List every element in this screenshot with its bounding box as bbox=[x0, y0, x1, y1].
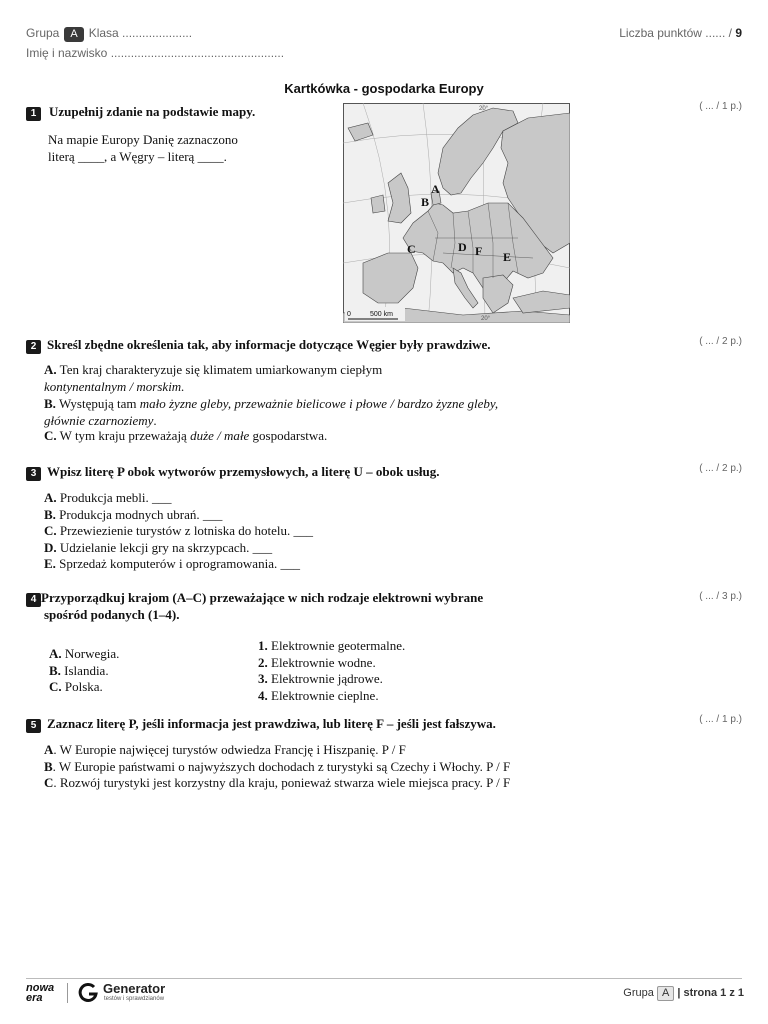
map-degree-top: 20° bbox=[479, 106, 489, 112]
map-letter-a: A bbox=[431, 182, 440, 196]
list-item bbox=[44, 775, 644, 792]
question-3 bbox=[26, 463, 666, 481]
map-letter-d: D bbox=[458, 240, 467, 254]
list-item bbox=[44, 523, 584, 540]
question-2 bbox=[26, 336, 666, 354]
map-letter-f: F bbox=[475, 244, 483, 258]
item-text: Udzielanie lekcji gry na skrzypcach. ___ bbox=[59, 539, 273, 555]
points-total-max: 9 bbox=[735, 26, 742, 40]
q2-item-c bbox=[44, 428, 584, 445]
question-number: 2 bbox=[26, 340, 41, 354]
question-title: Przyporządkuj krajom (A–C) przeważające w nich rodzaje elektrowni wybrane bbox=[41, 590, 484, 605]
question-title: Uzupełnij zdanie na podstawie mapy. bbox=[49, 104, 256, 119]
question-5-points: ( ... / 1 p.) bbox=[699, 714, 742, 725]
item-text: Elektrownie cieplne. bbox=[271, 687, 379, 703]
page-title: Kartkówka - gospodarka Europy bbox=[284, 81, 484, 96]
map-scale-label: 500 km bbox=[370, 311, 393, 318]
item-number: 4. bbox=[258, 687, 268, 703]
question-3-points: ( ... / 2 p.) bbox=[699, 463, 742, 474]
item-number: 3. bbox=[258, 671, 268, 686]
q3-item-list bbox=[44, 490, 584, 573]
logo-era: era bbox=[26, 992, 43, 1004]
item-number: 1. bbox=[258, 638, 268, 653]
question-number: 5 bbox=[26, 719, 41, 733]
q4-countries bbox=[49, 646, 249, 696]
q2-item-a bbox=[44, 362, 584, 395]
q1-text-line-1: Na mapie Europy Danię zaznaczono bbox=[48, 132, 238, 147]
item-letter: C. bbox=[44, 523, 57, 538]
item-text-end: . bbox=[153, 412, 157, 428]
question-1-points: ( ... / 1 p.) bbox=[699, 101, 742, 112]
item-text: Elektrownie wodne. bbox=[271, 654, 376, 670]
item-text: Islandia. bbox=[64, 662, 109, 678]
footer-divider bbox=[26, 978, 742, 979]
footer-page-info bbox=[623, 986, 744, 1001]
item-text: Ten kraj charakteryzuje się klimatem umiarkowanym ciepłym bbox=[59, 362, 383, 377]
nowa-era-logo bbox=[26, 983, 60, 1003]
question-title: Wpisz literę P obok wytworów przemysłowych, a literę U – obok usług. bbox=[47, 464, 440, 479]
q2-item-b bbox=[44, 396, 584, 429]
list-item bbox=[44, 556, 584, 573]
logo-separator bbox=[67, 983, 68, 1003]
item-letter: B bbox=[44, 758, 53, 774]
points-total-label: Liczba punktów ...... / bbox=[619, 26, 732, 40]
list-item bbox=[49, 646, 249, 663]
question-title: Zaznacz literę P, jeśli informacja jest prawdziwa, lub literę F – jeśli jest fałszywa. bbox=[47, 716, 496, 731]
list-item bbox=[44, 759, 644, 776]
item-letter: B. bbox=[49, 662, 61, 678]
item-letter: D. bbox=[44, 539, 57, 555]
item-text: . W Europie państwami o najwyższych dochodach z turystyki są Czechy i Włochy. P / F bbox=[52, 758, 511, 774]
q5-item-list bbox=[44, 742, 644, 792]
footer-group-badge: A bbox=[657, 986, 674, 1001]
generator-logo-icon bbox=[78, 981, 100, 1003]
name-field-label: Imię i nazwisko .................................................... bbox=[26, 46, 285, 60]
item-text: W tym kraju przeważają bbox=[59, 428, 187, 443]
class-label: Klasa ..................... bbox=[88, 26, 193, 40]
list-item bbox=[44, 742, 644, 759]
q1-text-line-2: literą ____, a Węgry – literą ____. bbox=[48, 149, 227, 164]
map-degree-bottom: 20° bbox=[481, 316, 491, 322]
item-letter: B. bbox=[44, 396, 56, 411]
item-letter: C bbox=[44, 775, 54, 790]
q4-options bbox=[258, 638, 558, 704]
item-text-end: gospodarstwa. bbox=[252, 428, 328, 443]
item-letter: A bbox=[44, 742, 54, 757]
question-1 bbox=[26, 103, 346, 121]
item-letter: A. bbox=[44, 362, 57, 377]
item-text: . W Europie najwięcej turystów odwiedza Francję i Hiszpanię. P / F bbox=[53, 742, 406, 757]
map-graphic bbox=[343, 103, 570, 323]
item-letter: C. bbox=[49, 679, 62, 694]
item-option-text: mało żyzne gleby, przeważnie bielicowe i płowe / bardzo żyzne gleby, bbox=[139, 396, 499, 411]
footer-page-label: | strona 1 z 1 bbox=[677, 987, 744, 999]
map-scale-zero: 0 bbox=[347, 311, 351, 318]
points-total bbox=[619, 26, 742, 40]
generator-subtitle: testów i sprawdzianów bbox=[104, 996, 165, 1002]
item-text: Sprzedaż komputerów i oprogramowania. ___ bbox=[59, 556, 300, 571]
list-item bbox=[258, 688, 558, 705]
list-item bbox=[258, 671, 558, 688]
question-4-points: ( ... / 3 p.) bbox=[699, 591, 742, 602]
item-text: Występują tam bbox=[58, 396, 137, 411]
list-item bbox=[258, 655, 558, 672]
logo-nowa: nowa bbox=[26, 982, 55, 994]
question-number: 1 bbox=[26, 107, 41, 121]
question-title: Skreśl zbędne określenia tak, aby informacje dotyczące Węgier były prawdziwe. bbox=[47, 337, 491, 352]
list-item bbox=[44, 507, 584, 524]
item-text: Elektrownie jądrowe. bbox=[271, 671, 383, 686]
question-number: 4 bbox=[26, 593, 41, 607]
footer-group-label: Grupa bbox=[623, 987, 654, 999]
item-option-text: kontynentalnym / morskim. bbox=[44, 378, 185, 394]
item-text: Norwegia. bbox=[64, 646, 120, 661]
group-badge: A bbox=[64, 27, 83, 42]
map-letter-e: E bbox=[503, 250, 512, 264]
item-text: Przewiezienie turystów z lotniska do hotelu. ___ bbox=[59, 523, 313, 538]
europe-map bbox=[343, 103, 570, 323]
generator-title: Generator bbox=[103, 981, 166, 996]
question-number: 3 bbox=[26, 467, 41, 481]
item-text: Produkcja mebli. ___ bbox=[59, 490, 172, 505]
map-letter-c: C bbox=[407, 242, 416, 256]
list-item bbox=[49, 663, 249, 680]
item-letter: B. bbox=[44, 506, 56, 522]
header-group-row bbox=[26, 26, 192, 42]
item-text: Elektrownie geotermalne. bbox=[271, 638, 406, 653]
item-text: Produkcja modnych ubrań. ___ bbox=[59, 506, 223, 522]
question-2-points: ( ... / 2 p.) bbox=[699, 336, 742, 347]
item-letter: A. bbox=[44, 490, 57, 505]
list-item bbox=[258, 638, 558, 655]
question-4 bbox=[26, 590, 666, 623]
map-letter-b: B bbox=[421, 195, 430, 209]
item-option-text: duże / małe bbox=[190, 428, 250, 443]
list-item bbox=[44, 540, 584, 557]
item-letter: A. bbox=[49, 646, 62, 661]
question-title-2: spośród podanych (1–4). bbox=[44, 607, 180, 622]
list-item bbox=[44, 490, 584, 507]
item-number: 2. bbox=[258, 654, 268, 670]
item-text: Polska. bbox=[64, 679, 103, 694]
item-option-text-2: głównie czarnoziemy bbox=[44, 412, 154, 428]
list-item bbox=[49, 679, 249, 696]
group-label: Grupa bbox=[26, 26, 60, 40]
item-letter: C. bbox=[44, 428, 57, 443]
item-text: . Rozwój turystyki jest korzystny dla kraju, ponieważ stwarza wiele miejsca pracy. P / F bbox=[53, 775, 511, 790]
question-5 bbox=[26, 715, 666, 733]
item-letter: E. bbox=[44, 556, 56, 571]
